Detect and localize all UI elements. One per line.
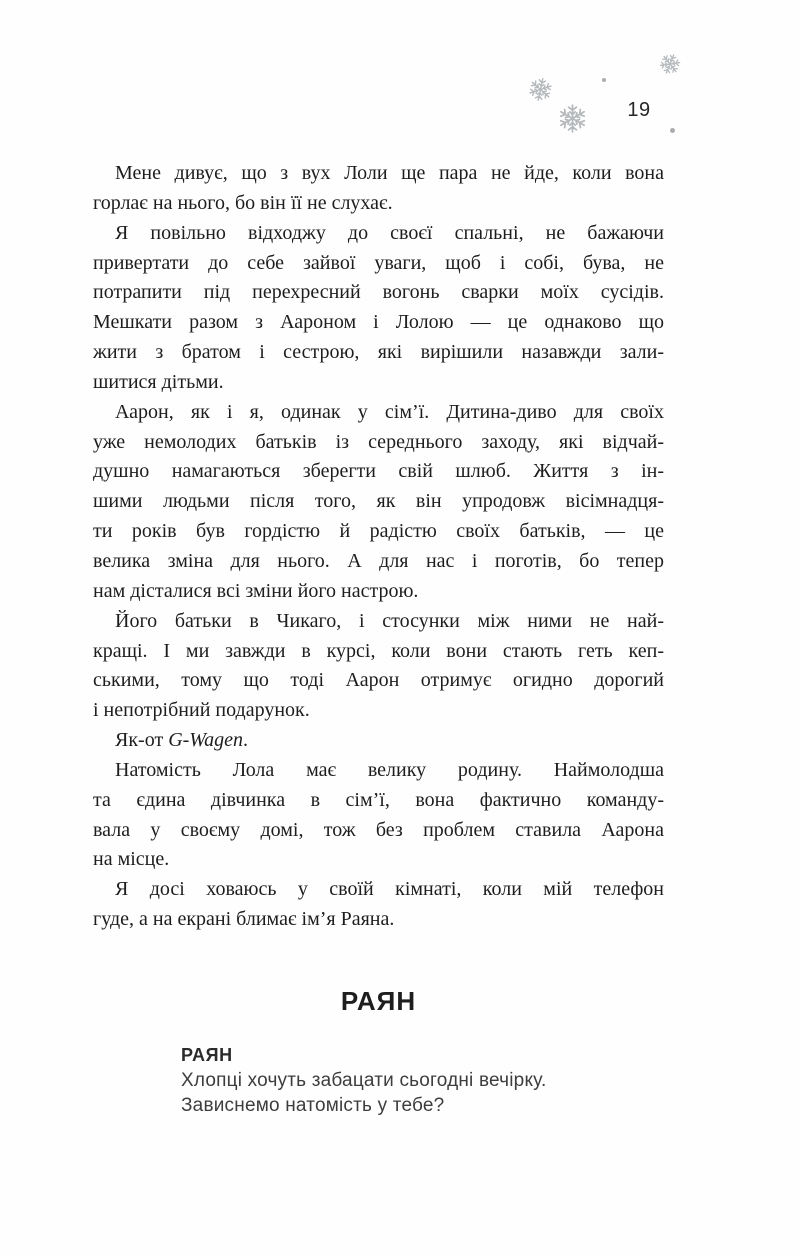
message-line: Зависнемо натомість у тебе?: [181, 1095, 445, 1117]
text-line: Я досі ховаюсь у своїй кімнаті, коли мій телефон: [115, 878, 664, 901]
text-line: шитися дітьми.: [93, 370, 224, 393]
text-line: Я повільно відходжу до своєї спальні, не бажаючи: [115, 221, 664, 244]
snow-dot-icon: [602, 78, 606, 82]
text-line: душно намагаються зберегти свій шлюб. Життя з ін-: [93, 460, 664, 483]
text-line: потрапити під перехресний вогонь сварки моїх сусідів.: [93, 281, 664, 304]
paragraph: [93, 726, 664, 756]
text-line: і непотрібний подарунок.: [93, 699, 310, 722]
text-line: Його батьки в Чикаго, і стосунки між ними не най-: [115, 609, 664, 632]
text-line: уже немолодих батьків із середнього заходу, які відчай-: [93, 430, 664, 453]
page-number: 19: [627, 99, 651, 121]
text-line: велика зміна для нього. А для нас і поготів, бо тепер: [93, 549, 664, 572]
snow-dot-icon: [670, 128, 675, 133]
text-line: жити з братом і сестрою, які вирішили назавжди зали-: [93, 341, 664, 364]
message-lines-container: [181, 1068, 664, 1119]
text-line: [93, 726, 664, 756]
paragraph: [93, 607, 664, 726]
paragraph: [93, 398, 664, 607]
text-line: горлає на нього, бо він її не слухає.: [93, 191, 393, 214]
text-line: гуде, а на екрані блимає ім’я Раяна.: [93, 908, 395, 931]
paragraph: [93, 875, 664, 935]
text-line: Аарон, як і я, одинак у сім’ї. Дитина-диво для своїх: [115, 400, 664, 423]
text-line: ти років був гордістю й радістю своїх батьків, — це: [93, 520, 664, 543]
message-sender: РАЯН: [181, 1044, 233, 1065]
text-segment: .: [243, 729, 249, 752]
text-line: Натомість Лола має велику родину. Наймолодша: [115, 758, 664, 781]
snowflake-icon: [654, 48, 685, 79]
text-line: на місце.: [93, 848, 170, 871]
paragraphs-container: [93, 159, 664, 935]
text-line: та єдина дівчинка в сім’ї, вона фактично команду-: [93, 788, 664, 811]
text-line: привертати до себе зайвої уваги, щоб і собі, бува, не: [93, 251, 664, 274]
section-heading: РАЯН: [340, 985, 417, 1016]
text-message-block: [181, 1043, 664, 1119]
text-line: кращі. І ми завжди в курсі, коли вони стають геть кеп-: [93, 639, 664, 662]
text-line: шими людьми після того, як він упродовж вісімнадця-: [93, 490, 664, 513]
italic-text: G-Wagen: [168, 729, 244, 752]
header-decoration: [0, 0, 800, 160]
snowflake-icon: [524, 73, 556, 105]
snowflake-icon: [556, 102, 589, 135]
paragraph: [93, 159, 664, 219]
text-segment: Як-от: [115, 729, 169, 752]
text-line: нам дісталися всі зміни його настрою.: [93, 579, 419, 602]
text-line: вала у своєму домі, тож без проблем ставила Аарона: [93, 818, 664, 841]
body-text-block: [93, 159, 664, 1119]
text-line: Мене дивує, що з вух Лоли ще пара не йде, коли вона: [115, 162, 664, 184]
paragraph: [93, 756, 664, 875]
text-line: ськими, тому що тоді Аарон отримує огидно дорогий: [93, 669, 664, 692]
text-line: Мешкати разом з Аароном і Лолою — це однаково що: [93, 311, 664, 334]
message-line: Хлопці хочуть забацати сьогодні вечірку.: [181, 1069, 547, 1091]
paragraph: [93, 219, 664, 398]
